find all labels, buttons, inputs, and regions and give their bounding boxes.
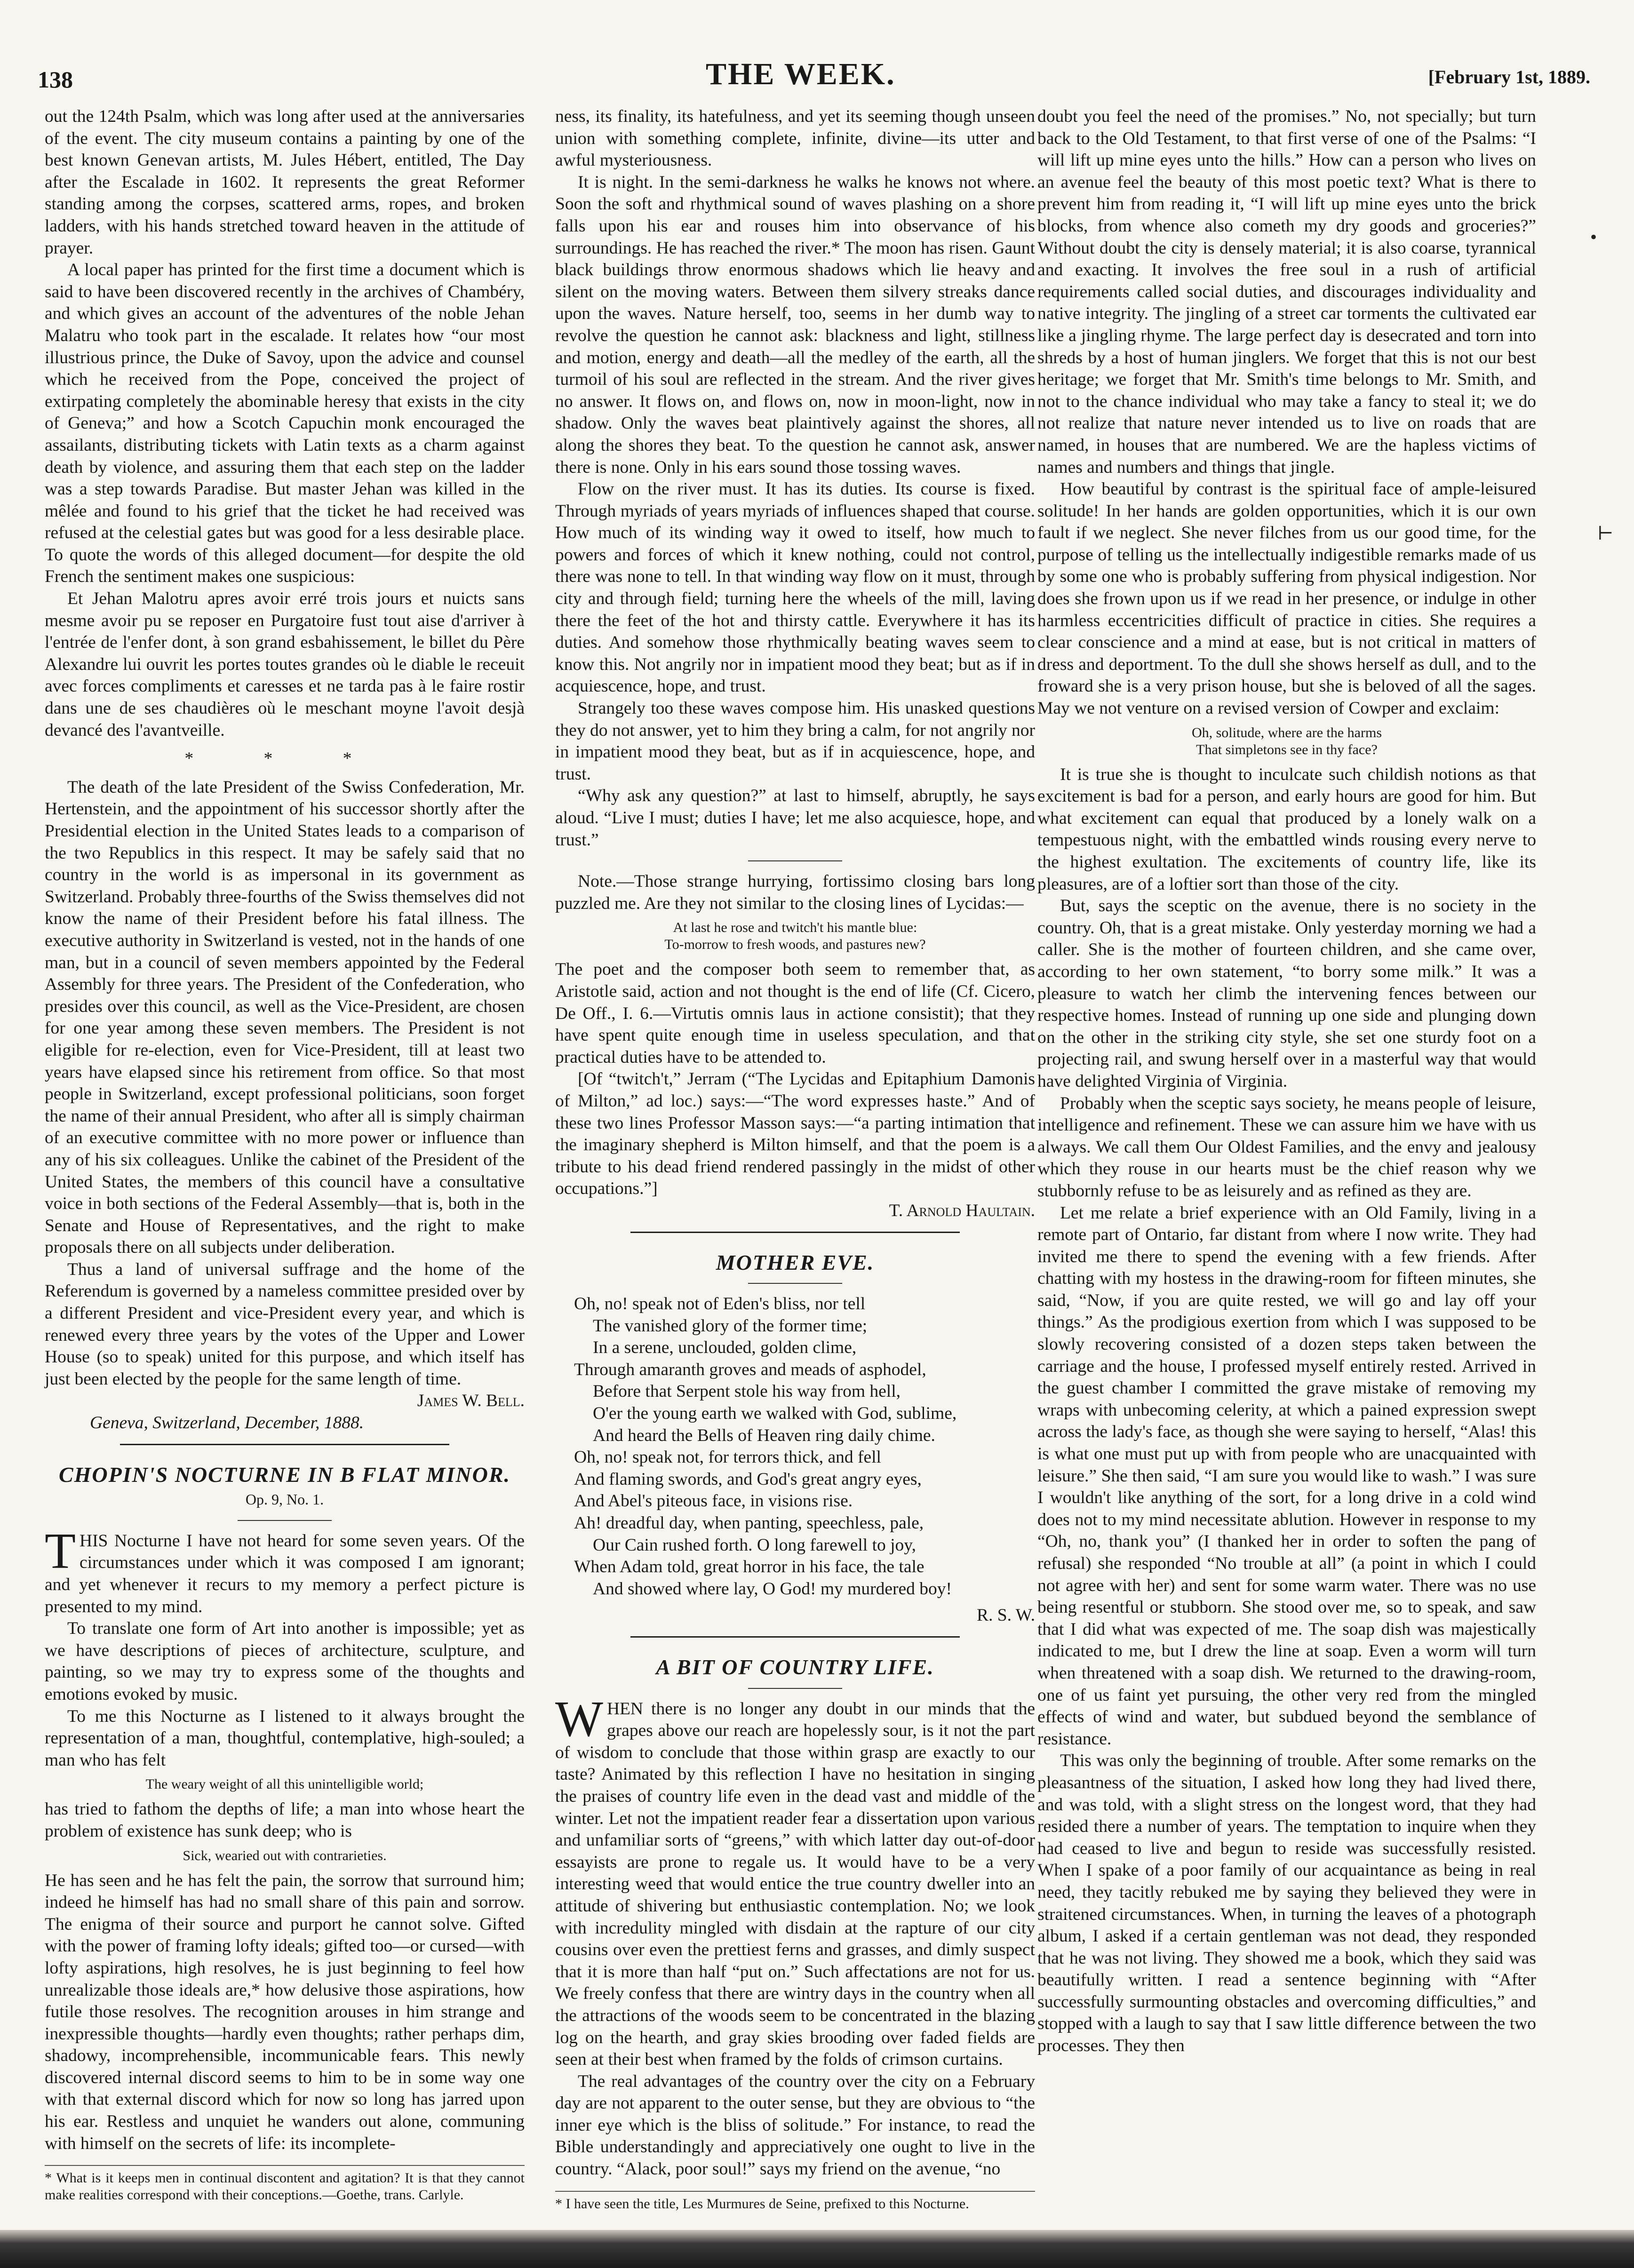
issue-date: [February 1st, 1889. — [1428, 66, 1590, 88]
article-subtitle: Op. 9, No. 1. — [245, 1491, 324, 1508]
section-rule — [630, 1232, 960, 1233]
paragraph: To me this Nocturne as I listened to it always brought the representation of a man, thoughtful, contemplative, high-souled; a man who has felt — [45, 1706, 525, 1770]
poem — [574, 1293, 1035, 1600]
verse-quote: Sick, wearied out with contrarieties. — [183, 1847, 387, 1863]
section-rule — [630, 1636, 960, 1638]
section-rule — [748, 860, 842, 861]
paragraph: Probably when the sceptic says society, he means people of leisure, intelligence and refinement. These we can assure him we have with us always. We call them Our Oldest Families, and the envy and jealousy which they rouse in our hearts must be the chief reason why we stubbornly refuse to be as leisurely and as refined as they are. — [1037, 1093, 1536, 1201]
poem-line: And heard the Bells of Heaven ring daily chime. — [593, 1425, 935, 1445]
paragraph: It is night. In the semi-darkness he walks he knows not where. Soon the soft and rhythmical sound of waves plashing on a shore falls upon his ear and rouses him into observance of his surroundings. He has reached the river.* The moon has risen. Gaunt black buildings throw enormous shadows which lie heavy and silent on the moving waters. Between them silvery streaks dance upon the waves. Nature herself, too, seems in her dumb way to revolve the question he cannot ask: blackness and light, stillness and motion, energy and death—all the medley of the earth, all the turmoil of his soul are reflected in the stream. And the river gives no answer. It flows on, and flows on, now in moon-light, now in shadow. Only the waves beat plaintively against the shores, all along the shores they beat. To the question he cannot ask, answer there is none. Only in his ears sound those tossing waves. — [555, 172, 1035, 477]
drop-cap: T — [45, 1523, 76, 1579]
verse-quote: The weary weight of all this unintelligible world; — [145, 1776, 424, 1792]
verse-line: Oh, solitude, where are the harms — [1191, 724, 1382, 740]
old-french-quote: Et Jehan Malotru apres avoir erré trois jours et nuicts sans mesme avoir pu se reposer en Purgatoire fust tout aise d'arriver à l'entrée de l'enfer dont, à son grand esbahissement, le billet du Père Alexandre lui ouvrit les portes toutes grandes où le diable le receuit avec forces compliments et caresses et ne tarda pas à le faire rostir dans une de ses chaudières où le meschant moyne l'avoit desjà devancé des l'avantveille. — [45, 589, 525, 740]
verse-line: To-morrow to fresh woods, and pastures new? — [664, 937, 926, 953]
title-rule — [748, 1688, 842, 1689]
verse-line: That simpletons see in thy face? — [1196, 741, 1378, 757]
poem-line: Our Cain rushed forth. O long farewell to joy, — [593, 1535, 916, 1555]
paragraph: He has seen and he has felt the pain, the sorrow that surround him; indeed he himself has had no small share of this pain and sorrow. The enigma of their source and purport he cannot solve. Gifted with the power of framing lofty ideals; gifted too—or cursed—with lofty aspirations, high resolves, he is just beginning to feel how unrealizable those ideals are,* how delusive those aspirations, how futile those resolves. The recognition arouses in him strange and inexpressible thoughts—hardly even thoughts; rather perhaps dim, shadowy, incomprehensible, incommunicable fears. This newly discovered internal discord seems to him to be in some way one with that external discord which for now so long has jarred upon his ear. Restless and unquiet he wanders out alone, communing with himself on the secrets of life: its incomplete- — [45, 1870, 525, 2153]
paragraph: The poet and the composer both seem to remember that, as Aristotle said, action and not thought is the end of life (Cf. Cicero, De Off., I. 6.—Virtutis omnis laus in actione consistit); that they have spent quite enough time in useless speculation, and that practical duties have to be attended to. — [555, 960, 1035, 1067]
margin-dot-mark: • — [1590, 226, 1597, 247]
paragraph: A local paper has printed for the first time a document which is said to have been discovered recently in the archives of Chambéry, and which gives an account of the adventures of the noble Jehan Malatru who took part in the escalade. It relates how “our most illustrious prince, the Duke of Savoy, upon the advice and counsel which he received from the Pope, conceived the project of extirpating completely the abominable heresy that exists in the city of Geneva;” and how a Scotch Capuchin monk encouraged the assailants, distributing tickets with Latin texts as a charm against death by violence, and assuring them that each step on the ladder was a step towards Paradise. But master Jehan was killed in the mêlée and found to his grief that the ticket he had received was refused at the celestial gates but was good for a less desirable place. To quote the words of this alleged document—for despite the old French the sentiment makes one suspicious: — [45, 260, 525, 587]
poem-title: MOTHER EVE. — [716, 1250, 875, 1274]
paragraph: HIS Nocturne I have not heard for some seven years. Of the circumstances under which it was composed I am ignorant; and yet whenever it recurs to my memory a perfect picture is presented to my mind. — [45, 1531, 525, 1616]
section-rule — [120, 1444, 449, 1445]
paragraph: The death of the late President of the Swiss Confederation, Mr. Hertenstein, and the appointment of his successor shortly after the Presidential election in the United States leads to a comparison of the two Republics in this respect. It may be safely said that no country in the world is as impersonal in its government as Switzerland. Probably three-fourths of the Swiss themselves did not know the name of their President before his fatal illness. The executive authority in Switzerland is vested, not in the hands of one man, but in a council of seven members appointed by the Federal Assembly for three years. The President of the Confederation, who presides over this council, as well as the Vice-President, are chosen for one year among these seven members. The President is not eligible for re-election, even for Vice-President, till at least two years have elapsed since his retirement from office. So that most people in Switzerland, except professional politicians, soon forget the name of their annual President, who after all is simply chairman of an executive committee with no more power or influence than any of his six colleagues. Unlike the cabinet of the President of the United States, the members of this council have a consultative voice in both sections of the Federal Assembly—that is, both in the Senate and House of Representatives, and the right to make proposals there on all subjects under deliberation. — [45, 777, 525, 1257]
poem-line: Ah! dreadful day, when panting, speechless, pale, — [574, 1513, 924, 1533]
section-separator: * * * — [184, 749, 385, 769]
column-3 — [1037, 106, 1536, 2057]
poem-line: And Abel's piteous face, in visions rise. — [574, 1491, 853, 1511]
verse-quote — [1037, 724, 1536, 758]
paragraph: out the 124th Psalm, which was long after used at the anniversaries of the event. The city museum contains a painting by one of the best known Genevan artists, M. Jules Hébert, entitled, The Day after the Escalade in 1602. It represents the great Reformer standing among the corpses, scattered arms, ropes, and broken ladders, with his hands stretched toward heaven in the attitude of prayer. — [45, 107, 525, 258]
page-header — [38, 52, 1590, 99]
poem-line: In a serene, unclouded, golden clime, — [593, 1338, 857, 1358]
dropcap-paragraph — [45, 1523, 525, 1618]
paragraph: It is true she is thought to inculcate such childish notions as that excitement is bad for a person, and early hours are good for him. But what excitement can equal that produced by a lonely walk on a tempestuous night, with the embattled winds rousing every nerve to the highest exultation. The excitements of country life, like its pleasures, are of a loftier sort than those of the city. — [1037, 764, 1536, 894]
poem-line: When Adam told, great horror in his face, the tale — [574, 1557, 925, 1577]
margin-tick-mark: ⊢ — [1597, 523, 1614, 544]
paragraph: To translate one form of Art into another is impossible; yet as we have descriptions of pieces of architecture, sculpture, and painting, so we may try to express some of the thoughts and emotions evoked by music. — [45, 1619, 525, 1704]
poem-line: Through amaranth groves and meads of asphodel, — [574, 1360, 926, 1379]
poem-line: Oh, no! speak not of Eden's bliss, nor tell — [574, 1294, 866, 1314]
dateline: Geneva, Switzerland, December, 1888. — [90, 1413, 364, 1433]
paragraph: The real advantages of the country over the city on a February day are not apparent to the outer sense, but they are obvious to “the inner eye which is the bliss of solitude.” For instance, to read the Bible understandingly and appreciatively one ought to live in the country. “Alack, poor soul!” says my friend on the avenue, “no — [555, 2071, 1035, 2179]
page-number: 138 — [38, 66, 73, 93]
drop-cap: W — [555, 1691, 603, 1747]
footnote: * What is it keeps men in continual discontent and agitation? It is that they cannot make realities correspond with their conceptions.—Goethe, trans. Carlyle. — [45, 2165, 525, 2204]
paragraph: [Of “twitch't,” Jerram (“The Lycidas and Epitaphium Damonis of Milton,” ad loc.) says:—“The word expresses haste.” And of these two lines Professor Masson says:—“a parting intimation that the imaginary shepherd is Milton himself, and that the poem is a tribute to his dead friend rendered passingly in the midst of other occupations.”] — [555, 1069, 1035, 1199]
paragraph: This was only the beginning of trouble. After some remarks on the pleasantness of the situation, I asked how long they had lived there, and was told, with a slight stress on the longest word, that they had resided there a number of years. The temptation to inquire when they had ceased to live and begun to reside was successfully resisted. When I spake of a poor family of our acquaintance as being in real need, they tacitly rebuked me by saying they believed they were in straitened circumstances. When, in turning the leaves of a photograph album, I asked if a certain gentleman was not dead, they responded that he was not living. They showed me a book, which they said was beautifully written. I read a sentence beginning with “After successfully surmounting obstacles and overcoming difficulties,” and stopped with a laugh to say that I saw little difference between the two processes. They then — [1037, 1751, 1536, 2056]
footnote: * I have seen the title, Les Murmures de Seine, prefixed to this Nocturne. — [555, 2191, 1035, 2212]
paragraph: Flow on the river must. It has its duties. Its course is fixed. Through myriads of years myriads of influences shaped that course. How much of its winding way it owed to itself, how much to powers and forces of which it knew nothing, could not control, there was none to tell. In that winding way flow on it must, through city and through field; turning here the wheels of the mill, laving there the feet of the hot and thirsty cattle. Everywhere it has its duties. And somehow those rhythmically beating waves seem to know this. Not angrily nor in impatient mood they beat; but as if in acquiescence, hope, and trust. — [555, 479, 1035, 696]
author-signature: James W. Bell. — [417, 1391, 525, 1411]
paragraph: HEN there is no longer any doubt in our minds that the grapes above our reach are hopelessly sour, is it not the part of wisdom to conclude that those within grasp are exactly to our taste? Animated by this reflection I have no hesitation in singing the praises of country life even in the dead vast and middle of the winter. Let not the impatient reader fear a dissertation upon various and unfamiliar sorts of “greens,” with which latter day out-of-door essayists are prone to regale us. It would have to be a very interesting weed that would entice the true country dweller into an attitude of shivering but enthusiastic contemplation. No; we look with incredulity mingled with disdain at the rapture of our city cousins over even the prettiest ferns and grasses, and dimly suspect that it is more than half “put on.” Such affectations are not for us. We freely confess that there are wintry days in the country when all the attractions of the woods seem to be concentrated in the blazing log on the hearth, and gray skies brooding over faded fields are seen at their best when framed by the folds of crimson curtains. — [555, 1699, 1035, 2069]
column-1 — [45, 106, 525, 2204]
poem-line: O'er the young earth we walked with God, sublime, — [593, 1404, 957, 1424]
paragraph: Let me relate a brief experience with an Old Family, living in a remote part of Ontario, far distant from where I now write. They had invited me there to spend the evening with a few friends. After chatting with my hostess in the drawing-room for fifteen minutes, she said, “Now, if you are quite rested, we will go and lay off your things.” As the prodigious exertion from which I was supposed to be slowly recovering consisted of a dozen steps taken between the carriage and the house, I professed myself entirely rested. Arrived in the guest chamber I committed the grave mistake of removing my wraps with unbecoming celerity, at which a pained expression swept across the lady's face, as though she were saying to herself, “Alas! this is what one must put up with from people who are unacquainted with leisure.” She then said, “I am sure you would like to wash.” I was sure I wouldn't like anything of the sort, for a long drive in a cold wind does not to my mind necessitate ablution. However in response to my “Oh, no, thank you” (I thanked her in order to soften the pang of refusal) she responded “No trouble at all” (a point in which I could not agree with her) and sent for some warm water. There was no use being resentful or stubborn. She stood over me, so to speak, and saw that I did what was expected of me. The soap dish was majestically indicated to me, but I drew the line at soap. Even a worm will turn when threatened with a soap dish. We returned to the drawing-room, one of us faint yet pursuing, the other very red from the mingled effects of wind and water, but subdued beyond the semblance of resistance. — [1037, 1203, 1536, 1749]
paragraph: But, says the sceptic on the avenue, there is no society in the country. Oh, that is a great mistake. Only yesterday morning we had a caller. She is the mother of fourteen children, and she came over, according to her own statement, “to borry some milk.” It was a pleasure to watch her climb the intervening fences between our respective homes. Instead of running up one side and plunging down on the other in the striking city style, she set one sturdy foot on a projecting rail, and swung herself over in a masterful way that would have delighted Virginia of Virginia. — [1037, 896, 1536, 1091]
poem-line: Oh, no! speak not, for terrors thick, and fell — [574, 1448, 881, 1467]
paragraph: ness, its finality, its hatefulness, and yet its seeming though unseen union with something complete, infinite, divine—its utter and awful mysteriousness. — [555, 107, 1035, 170]
verse-line: At last he rose and twitch't his mantle blue: — [673, 920, 917, 936]
column-2 — [555, 106, 1035, 2212]
masthead-title: THE WEEK. — [706, 57, 896, 91]
title-rule — [748, 1283, 842, 1284]
author-signature: R. S. W. — [976, 1606, 1035, 1625]
dropcap-paragraph — [555, 1691, 1035, 2071]
paragraph: “Why ask any question?” at last to himself, abruptly, he says aloud. “Live I must; duties I have; let me also acquiesce, hope, and trust.” — [555, 786, 1035, 850]
note-paragraph: Note.—Those strange hurrying, fortissimo closing bars long puzzled me. Are they not similar to the closing lines of Lycidas:— — [555, 872, 1035, 913]
paragraph: How beautiful by contrast is the spiritual face of ample-leisured solitude! In her hands are golden opportunities, which it is our own fault if we neglect. She never filches from us our good time, for the purpose of telling us the intellectually indigestible remarks made of us by some one who is probably suffering from physical indigestion. Nor does she frown upon us if we read in her presence, or indulge in other harmless eccentricities difficult of practice in cities. She requires a clear conscience and a mind at ease, but is not critical in matters of dress and deportment. To the dull she shows herself as dull, and to the froward she is a very prison house, but she is beloved of all the sages. May we not venture on a revised version of Cowper and exclaim: — [1037, 479, 1536, 718]
verse-quote — [555, 919, 1035, 953]
poem-line: And showed where lay, O God! my murdered boy! — [593, 1579, 952, 1599]
paragraph: doubt you feel the need of the promises.” No, not specially; but turn back to the Old Testament, to that first verse of one of the Psalms: “I will lift up mine eyes unto the hills.” How can a person who lives on an avenue feel the beauty of this most poetic text? What is there to prevent him from reading it, “I will lift up mine eyes unto the brick blocks, from whence also cometh my dry goods and groceries?” Without doubt the city is densely material; it is also coarse, tyrannical and exacting. It involves the free soul in a rush of artificial requirements called social duties, and discourages individuality and native integrity. The jingling of a street car torments the cultivated ear like a jingling rhyme. The large perfect day is desecrated and torn into shreds by a host of human jinglers. We forget that this is not our best heritage; we forget that Mr. Smith's time belongs to Mr. Smith, and not to the chance individual who may take a fancy to steal it; we do not realize that nature never intended us to live on roads that are named, in houses that are numbered. We are the hapless victims of names and numbers and things that jingle. — [1037, 107, 1536, 477]
scan-bottom-edge — [0, 2230, 1634, 2268]
title-rule — [238, 1520, 332, 1521]
paragraph: has tried to fathom the depths of life; a man into whose heart the problem of existence has sunk deep; who is — [45, 1799, 525, 1841]
paragraph: Strangely too these waves compose him. His unasked questions they do not answer, yet to him they bring a calm, for not angrily nor in impatient mood they beat, but as if in acquiescence, hope, and trust. — [555, 699, 1035, 784]
poem-line: The vanished glory of the former time; — [593, 1316, 868, 1336]
article-title: CHOPIN'S NOCTURNE IN B FLAT MINOR. — [58, 1462, 511, 1487]
poem-line: Before that Serpent stole his way from hell, — [593, 1382, 901, 1401]
paragraph: Thus a land of universal suffrage and the home of the Referendum is governed by a nameless committee presided over by a different President and vice-President every year, and which is renewed every three years by the votes of the Upper and Lower House (so to speak) united for this purpose, and which itself has just been elected by the people for the same length of time. — [45, 1259, 525, 1389]
poem-line: And flaming swords, and God's great angry eyes, — [574, 1469, 922, 1489]
author-signature: T. Arnold Haultain. — [889, 1201, 1035, 1220]
article-title: A BIT OF COUNTRY LIFE. — [656, 1655, 934, 1679]
